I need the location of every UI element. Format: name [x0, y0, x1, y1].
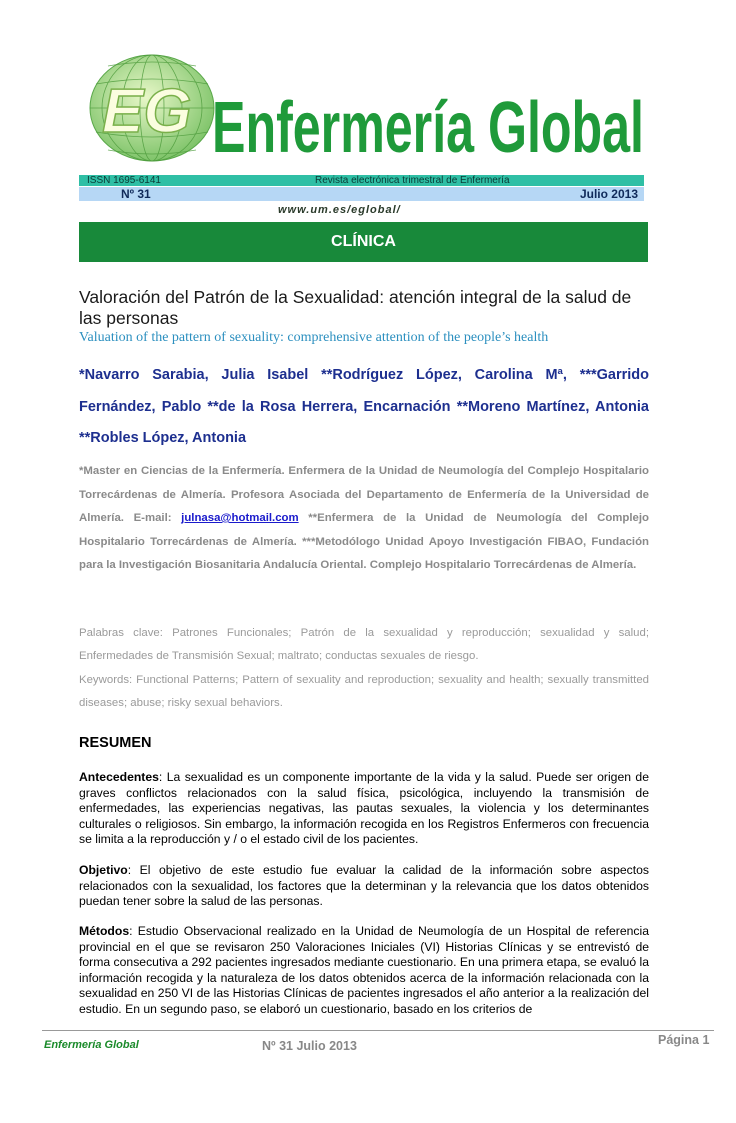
objetivo-text: : El objetivo de este estudio fue evaluar la calidad de la información sobre aspectos relacionados con la sexualidad, los factores que la determinan y la relevancia que los datos obtenidos puedan tener sobre la salud de las personas. [79, 863, 649, 909]
page-number: Página 1 [658, 1033, 710, 1047]
issue-number: Nº 31 [121, 187, 151, 201]
email-link[interactable]: julnasa@hotmail.com [181, 512, 299, 524]
keywords-es: Palabras clave: Patrones Funcionales; Patrón de la sexualidad y reproducción; sexualidad y salud; Enfermedades de Transmisión Sexual; maltrato; conductas sexuales de riesgo. [79, 627, 649, 663]
keywords-en: Keywords: Functional Patterns; Pattern of sexuality and reproduction; sexuality and health; sexually transmitted diseases; abuse; risky sexual behaviors. [79, 673, 649, 709]
logo-letters: EG [102, 77, 192, 146]
brand-wordmark [210, 60, 650, 170]
footer-journal: Enfermería Global [44, 1039, 139, 1051]
antecedentes-label: Antecedentes [79, 770, 159, 784]
journal-description: Revista electrónica trimestral de Enfermería [315, 175, 510, 186]
article-title-en: Valuation of the pattern of sexuality: comprehensive attention of the people’s health [79, 330, 549, 345]
journal-url[interactable]: www.um.es/eglobal/ [278, 204, 401, 216]
issn-bar [79, 175, 644, 186]
metodos-label: Métodos [79, 924, 130, 938]
issue-date: Julio 2013 [579, 187, 638, 201]
metodos-text: : Estudio Observacional realizado en la Unidad de Neumología de un Hospital de referencia provincial en el que se revisaron 250 Valoraciones Iniciales (VI) Historias Clínicas y se entrevistó de forma consecutiva a 292 pacientes ingresados mediante cuestionario. En una primera etapa, se evaluó la información recogida y la naturaleza de los datos obtenidos acerca de la información relacionada con la sexualidad en 250 VI de las Historias Clínicas de pacientes ingresados el año anterior a la realización del estudio. En un segundo paso, se elaboró un cuestionario, basado en los criterios de [79, 924, 649, 1016]
abstract-antecedentes [79, 770, 649, 848]
resumen-heading: RESUMEN [79, 735, 152, 751]
brand-text: Enfermería Global [212, 88, 644, 168]
globe-logo-icon [86, 52, 218, 164]
footer-divider [42, 1030, 714, 1031]
keywords [79, 622, 649, 715]
issue-bar [79, 187, 644, 201]
article-title-es: Valoración del Patrón de la Sexualidad: atención integral de la salud de las personas [79, 287, 632, 328]
section-band: CLÍNICA [79, 222, 648, 262]
authors: *Navarro Sarabia, Julia Isabel **Rodríguez López, Carolina Mª, ***Garrido Fernández, Pablo **de la Rosa Herrera, Encarnación **Moreno Martínez, Antonia **Robles López, Antonia [79, 367, 649, 446]
antecedentes-text: : La sexualidad es un componente importante de la vida y la salud. Puede ser origen de graves conflictos relacionados con la salud física, psicológica, incluyendo la transmisión de enfermedades, las experiencias negativas, las pautas sexuales, la violencia y los determinantes culturales o religiosos. Sin embargo, la información recogida en los Registros Enfermeros con frecuencia se limita a la reproducción y / o el estado civil de los pacientes. [79, 770, 649, 847]
footer-issue-date: Nº 31 Julio 2013 [262, 1039, 357, 1053]
objetivo-label: Objetivo [79, 863, 128, 877]
affiliations [79, 460, 649, 578]
affiliation-part1: *Master en Ciencias de la Enfermería. Enfermera de la Unidad de Neumología del Complejo Hospitalario Torrecárdenas de Almería. Profesora Asociada del Departamento de Enfermería de la Universidad de Almería. E-mail: [79, 465, 649, 524]
abstract-metodos [79, 924, 649, 1018]
abstract-objetivo [79, 863, 649, 910]
affiliation-part2: **Enfermera de la Unidad de Neumología del Complejo Hospitalario Torrecárdenas de Almería. ***Metodólogo Unidad Apoyo Investigación FIBAO, Fundación para la Investigación Biosanitaria Andalucía Oriental. Complejo Hospitalario Torrecárdenas de Almería. [79, 512, 649, 571]
issn: ISSN 1695-6141 [87, 175, 161, 186]
